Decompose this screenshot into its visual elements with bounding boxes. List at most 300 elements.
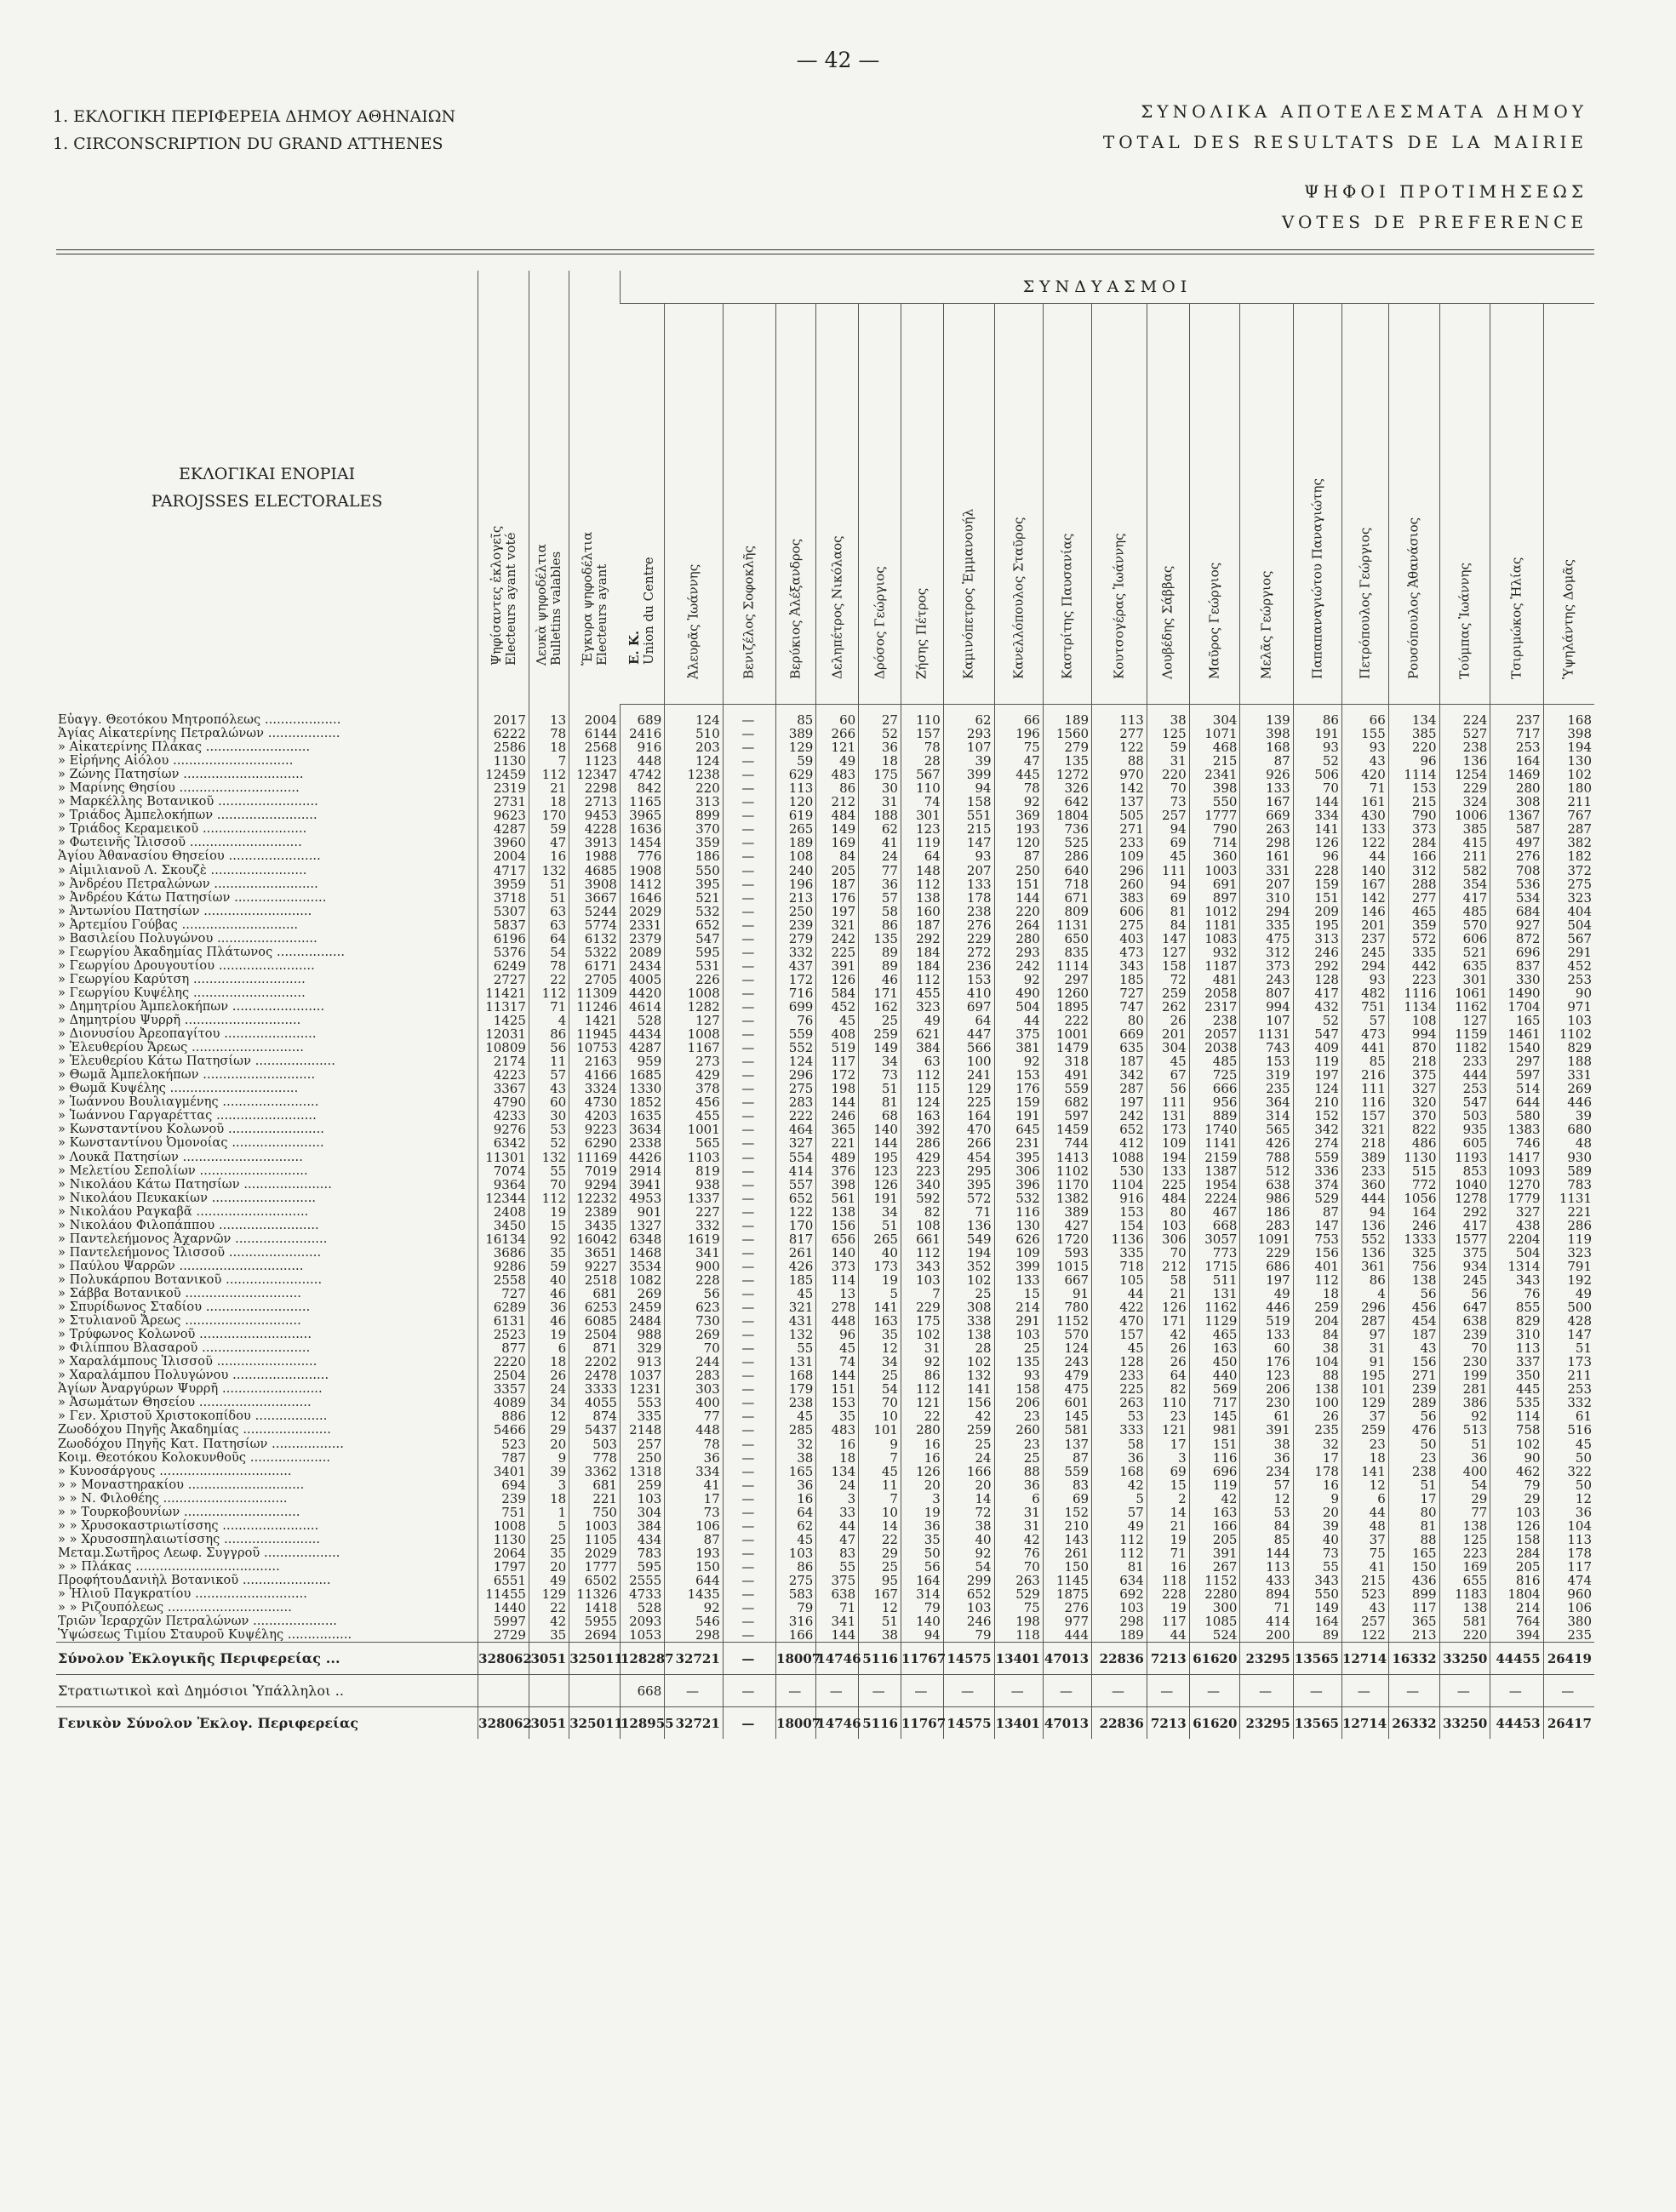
- cell-value: 3: [816, 1492, 859, 1506]
- cell-value: 475: [1043, 1382, 1091, 1396]
- cell-value: 102: [943, 1355, 994, 1369]
- cell-value: —: [1293, 1675, 1341, 1707]
- cell-value: 117: [1147, 1615, 1189, 1628]
- cell-value: 80: [1388, 1506, 1439, 1519]
- cell-value: 292: [1293, 959, 1341, 973]
- cell-value: 441: [1341, 1041, 1388, 1055]
- cell-value: 2163: [569, 1055, 621, 1068]
- cell-value: 559: [1043, 1082, 1091, 1095]
- cell-value: 121: [901, 1396, 943, 1409]
- cell-value: 372: [1543, 864, 1594, 877]
- parish-name: ΠροφήτουΔανιὴλ Βοτανικοῦ ......................: [58, 1573, 331, 1587]
- cell-value: 376: [816, 1164, 859, 1178]
- cell-value: 17: [1293, 1451, 1341, 1465]
- cell-value: —: [723, 1643, 775, 1675]
- cell-value: 816: [1490, 1574, 1543, 1587]
- cell-value: 375: [994, 1027, 1043, 1041]
- cell-value: 5376: [478, 946, 529, 959]
- column-label: Δρόσος Γεώργιος: [872, 566, 888, 679]
- cell-value: 136: [943, 1219, 994, 1232]
- cell-value: 44: [1092, 1287, 1147, 1300]
- cell-value: 465: [1189, 1328, 1240, 1341]
- cell-value: 78: [529, 959, 569, 973]
- cell-value: 580: [1490, 1109, 1543, 1123]
- cell-value: 552: [1341, 1232, 1388, 1246]
- cell-value: 239: [1439, 1328, 1490, 1341]
- cell-value: 320: [1388, 1095, 1439, 1109]
- cell-value: 129: [529, 1587, 569, 1601]
- cell-value: 306: [1147, 1232, 1189, 1246]
- parish-name: » Θωμᾶ Ἀμπελοκήπων ............................: [58, 1068, 316, 1083]
- cell-value: 5837: [478, 918, 529, 932]
- cell-value: 456: [665, 1095, 723, 1109]
- cell-value: 57: [859, 891, 901, 905]
- table-row: [56, 1601, 1594, 1615]
- cell-value: 113: [1490, 1341, 1543, 1355]
- cell-value: 2713: [569, 795, 621, 809]
- cell-value: 332: [665, 1219, 723, 1232]
- cell-value: 123: [901, 822, 943, 836]
- cell-value: 986: [1240, 1192, 1293, 1205]
- cell-value: 245: [1439, 1273, 1490, 1287]
- parish-name: » Φιλίππου Βλασαροῦ ...........................: [58, 1341, 311, 1356]
- cell-value: 1102: [1543, 1027, 1594, 1041]
- cell-value: 59: [1147, 740, 1189, 754]
- cell-value: 835: [1043, 946, 1091, 959]
- cell-value: 352: [943, 1260, 994, 1273]
- cell-value: 455: [901, 986, 943, 1000]
- cell-value: 18: [859, 754, 901, 768]
- cell-value: 187: [816, 877, 859, 891]
- cell-value: 9227: [569, 1260, 621, 1273]
- cell-value: 1130: [478, 754, 529, 768]
- cell-value: 566: [943, 1041, 994, 1055]
- cell-value: 569: [1189, 1382, 1240, 1396]
- cell-value: 61: [1240, 1409, 1293, 1423]
- cell-value: 1103: [665, 1151, 723, 1164]
- header-right-line2: TOTAL DES RESULTATS DE LA MAIRIE: [1102, 132, 1587, 152]
- cell-value: 117: [1388, 1601, 1439, 1615]
- cell-value: 959: [620, 1055, 664, 1068]
- cell-value: 123: [1240, 1369, 1293, 1382]
- cell-value: 977: [1043, 1615, 1091, 1628]
- cell-value: 88: [994, 1465, 1043, 1478]
- cell-value: 2518: [569, 1273, 621, 1287]
- cell-value: 120: [994, 836, 1043, 849]
- cell-value: 395: [943, 1178, 994, 1192]
- cell-value: 897: [1189, 891, 1240, 905]
- cell-value: 85: [776, 705, 816, 728]
- cell-value: 20: [901, 1478, 943, 1492]
- cell-value: 47: [994, 754, 1043, 768]
- cell-value: 455: [665, 1109, 723, 1123]
- cell-value: 32721: [665, 1707, 723, 1740]
- parish-name: » Αἰμιλιανοῦ Λ. Σκουζὲ ........................: [58, 863, 307, 877]
- parish-name: » Αἰκατερίνης Πλάκας ..........................: [58, 740, 311, 755]
- cell-value: 77: [859, 864, 901, 877]
- cell-value: 1105: [569, 1533, 621, 1546]
- cell-value: 38: [776, 1451, 816, 1465]
- cell-value: 394: [1490, 1628, 1543, 1643]
- cell-value: 12232: [569, 1192, 621, 1205]
- cell-value: 2004: [569, 705, 621, 728]
- cell-value: 26: [1293, 1409, 1341, 1423]
- cell-value: 235: [1240, 1082, 1293, 1095]
- cell-value: 39: [1543, 1109, 1594, 1123]
- table-row: [56, 1151, 1594, 1164]
- cell-value: 2174: [478, 1055, 529, 1068]
- cell-value: 809: [1043, 905, 1091, 918]
- cell-value: 327: [1388, 1082, 1439, 1095]
- cell-value: 3718: [478, 891, 529, 905]
- cell-value: 21: [1147, 1519, 1189, 1533]
- cell-value: 638: [1439, 1314, 1490, 1328]
- cell-value: 19: [529, 1328, 569, 1341]
- table-row: [56, 727, 1594, 740]
- cell-value: —: [723, 1314, 775, 1328]
- cell-value: 2459: [620, 1300, 664, 1314]
- parish-name: » Χαραλάμπου Πολυγώνου ........................: [58, 1369, 329, 1383]
- table-row: [56, 1506, 1594, 1519]
- cell-value: 570: [1043, 1328, 1091, 1341]
- cell-value: 426: [1240, 1136, 1293, 1150]
- cell-value: 400: [665, 1396, 723, 1409]
- cell-value: 635: [1092, 1041, 1147, 1055]
- cell-value: 166: [1388, 849, 1439, 863]
- table-row: [56, 849, 1594, 863]
- cell-value: 994: [1240, 1000, 1293, 1014]
- cell-value: 193: [665, 1546, 723, 1560]
- cell-value: 238: [1189, 1014, 1240, 1027]
- cell-value: 621: [901, 1027, 943, 1041]
- cell-value: 233: [1439, 1055, 1490, 1068]
- cell-value: 121: [1147, 1423, 1189, 1437]
- cell-value: 45: [1147, 1055, 1189, 1068]
- cell-value: 233: [1092, 1369, 1147, 1382]
- cell-value: 2478: [569, 1369, 621, 1382]
- cell-value: 218: [1388, 1055, 1439, 1068]
- cell-value: 199: [1439, 1369, 1490, 1382]
- cell-value: 70: [1147, 781, 1189, 795]
- table-row: [56, 1615, 1594, 1628]
- cell-value: 170: [776, 1219, 816, 1232]
- cell-value: 2220: [478, 1355, 529, 1369]
- col-header: [1439, 304, 1490, 705]
- cell-value: 53: [529, 1123, 569, 1136]
- cell-value: 1162: [1439, 1000, 1490, 1014]
- cell-value: 375: [816, 1574, 859, 1587]
- cell-value: 1008: [665, 1027, 723, 1041]
- cell-value: 81: [1388, 1519, 1439, 1533]
- cell-value: 26: [529, 1369, 569, 1382]
- cell-value: 93: [1341, 973, 1388, 986]
- col-header: [569, 271, 621, 705]
- cell-value: 572: [1388, 932, 1439, 946]
- cell-value: 326: [1043, 781, 1091, 795]
- cell-value: 629: [776, 768, 816, 781]
- cell-value: 43: [1388, 1341, 1439, 1355]
- cell-value: 403: [1092, 932, 1147, 946]
- cell-value: 322: [1543, 1465, 1594, 1478]
- cell-value: 587: [1490, 822, 1543, 836]
- cell-value: —: [723, 891, 775, 905]
- cell-value: 474: [1543, 1574, 1594, 1587]
- cell-value: —: [723, 946, 775, 959]
- cell-value: 76: [994, 1546, 1043, 1560]
- cell-value: 103: [776, 1546, 816, 1560]
- cell-value: 389: [1043, 1205, 1091, 1219]
- cell-value: 1193: [1439, 1151, 1490, 1164]
- cell-value: 130: [1543, 754, 1594, 768]
- parish-name: Τριῶν Ἱεραρχῶν Πετραλώνων .....................: [58, 1615, 338, 1629]
- cell-value: 166: [943, 1465, 994, 1478]
- cell-value: 550: [1189, 795, 1240, 809]
- cell-value: 524: [1189, 1628, 1240, 1643]
- cell-value: 60: [1240, 1341, 1293, 1355]
- cell-value: 938: [665, 1178, 723, 1192]
- cell-value: —: [776, 1675, 816, 1707]
- cell-value: 204: [1293, 1314, 1341, 1328]
- cell-value: 638: [1240, 1178, 1293, 1192]
- cell-value: 324: [1439, 795, 1490, 809]
- cell-value: 18: [816, 1451, 859, 1465]
- cell-value: 790: [1189, 822, 1240, 836]
- cell-value: 312: [1240, 946, 1293, 959]
- cell-value: 31: [994, 1506, 1043, 1519]
- cell-value: 114: [1490, 1409, 1543, 1423]
- cell-value: 365: [816, 1123, 859, 1136]
- cell-value: 2568: [569, 740, 621, 754]
- cell-value: 1367: [1490, 809, 1543, 822]
- cell-value: 7019: [569, 1164, 621, 1178]
- cell-value: 19: [901, 1506, 943, 1519]
- cell-value: 456: [1388, 1300, 1439, 1314]
- cell-value: 139: [1240, 705, 1293, 728]
- cell-value: 103: [620, 1492, 664, 1506]
- cell-value: 960: [1543, 1587, 1594, 1601]
- column-label: Βενιζέλος Σοφοκλῆς: [741, 546, 757, 679]
- cell-value: 52: [859, 727, 901, 740]
- table-row: [56, 1192, 1594, 1205]
- cell-value: 12: [1341, 1478, 1388, 1492]
- cell-value: 92: [994, 973, 1043, 986]
- cell-value: 360: [1341, 1178, 1388, 1192]
- cell-value: 934: [1439, 1260, 1490, 1273]
- col-header: [901, 304, 943, 705]
- cell-value: 188: [1543, 1055, 1594, 1068]
- cell-value: 176: [1240, 1355, 1293, 1369]
- cell-value: 549: [943, 1232, 994, 1246]
- cell-value: 135: [994, 1355, 1043, 1369]
- cell-value: 935: [1439, 1123, 1490, 1136]
- cell-value: 144: [1240, 1546, 1293, 1560]
- cell-value: 2727: [478, 973, 529, 986]
- cell-value: 59: [529, 1260, 569, 1273]
- cell-value: 228: [665, 1273, 723, 1287]
- cell-value: 233: [1092, 836, 1147, 849]
- cell-value: —: [723, 1478, 775, 1492]
- cell-value: —: [723, 836, 775, 849]
- cell-value: 12714: [1341, 1707, 1388, 1740]
- cell-value: 102: [943, 1273, 994, 1287]
- cell-value: —: [723, 1587, 775, 1601]
- cell-value: 11421: [478, 986, 529, 1000]
- column-label: Λευκὰ ψηφοδέλτια: [534, 543, 550, 666]
- cell-value: 20: [529, 1560, 569, 1574]
- cell-value: 213: [1388, 1628, 1439, 1643]
- cell-value: 131: [1147, 1109, 1189, 1123]
- cell-value: 325011: [569, 1707, 621, 1740]
- cell-value: —: [723, 1675, 775, 1707]
- cell-value: 304: [1189, 705, 1240, 728]
- cell-value: 36: [776, 1478, 816, 1492]
- cell-value: 259: [859, 1027, 901, 1041]
- cell-value: 159: [994, 1095, 1043, 1109]
- cell-value: 3357: [478, 1382, 529, 1396]
- cell-value: 335: [620, 1409, 664, 1423]
- cell-value: 265: [776, 822, 816, 836]
- cell-value: 126: [1147, 1300, 1189, 1314]
- cell-value: 684: [1490, 905, 1543, 918]
- cell-value: 1908: [620, 864, 664, 877]
- cell-value: 52: [1293, 754, 1341, 768]
- cell-value: 192: [1543, 1273, 1594, 1287]
- column-label: Ρουσόπουλος Ἀθανάσιος: [1405, 517, 1421, 679]
- cell-value: —: [723, 1369, 775, 1382]
- cell-value: 215: [1388, 795, 1439, 809]
- cell-value: 172: [776, 973, 816, 986]
- cell-value: 644: [1490, 1095, 1543, 1109]
- cell-value: 13401: [994, 1643, 1043, 1675]
- cell-value: 4426: [620, 1151, 664, 1164]
- cell-value: 2280: [1189, 1587, 1240, 1601]
- cell-value: 138: [816, 1205, 859, 1219]
- cell-value: 278: [816, 1300, 859, 1314]
- cell-value: 730: [665, 1314, 723, 1328]
- cell-value: 126: [859, 1178, 901, 1192]
- cell-value: 1461: [1490, 1027, 1543, 1041]
- cell-value: 246: [1293, 946, 1341, 959]
- cell-value: 39: [943, 754, 994, 768]
- table-row: [56, 1437, 1594, 1450]
- cell-value: 45: [1092, 1341, 1147, 1355]
- cell-value: 787: [478, 1451, 529, 1465]
- cell-value: —: [723, 1219, 775, 1232]
- cell-value: 47013: [1043, 1643, 1091, 1675]
- cell-value: 244: [665, 1355, 723, 1369]
- cell-value: [478, 1675, 529, 1707]
- cell-value: 635: [1439, 959, 1490, 973]
- cell-value: 956: [1189, 1095, 1240, 1109]
- parish-name: » » Ριζουπόλεως ...............................: [58, 1601, 292, 1615]
- cell-value: 6085: [569, 1314, 621, 1328]
- cell-value: 153: [1240, 1055, 1293, 1068]
- cell-value: 5307: [478, 905, 529, 918]
- cell-value: 144: [994, 891, 1043, 905]
- cell-value: 328062: [478, 1707, 529, 1740]
- cell-value: 2408: [478, 1205, 529, 1219]
- cell-value: 134: [1388, 705, 1439, 728]
- cell-value: 76: [1490, 1287, 1543, 1300]
- parish-name: » Πολυκάρπου Βοτανικοῦ ........................: [58, 1272, 323, 1287]
- cell-value: 78: [901, 740, 943, 754]
- cell-value: 530: [1092, 1164, 1147, 1178]
- parish-name: » Δημητρίου Ἀμπελοκήπων .......................: [58, 1000, 325, 1014]
- cell-value: 5466: [478, 1423, 529, 1437]
- cell-value: 382: [1543, 836, 1594, 849]
- cell-value: 125: [1147, 727, 1189, 740]
- cell-value: 988: [620, 1328, 664, 1341]
- col-header: [1092, 304, 1147, 705]
- cell-value: 716: [776, 986, 816, 1000]
- cell-value: 45: [776, 1533, 816, 1546]
- cell-value: 189: [1043, 705, 1091, 728]
- cell-value: 645: [994, 1123, 1043, 1136]
- cell-value: —: [1147, 1675, 1189, 1707]
- cell-value: 318: [1043, 1055, 1091, 1068]
- cell-value: 124: [665, 705, 723, 728]
- cell-value: 133: [1341, 822, 1388, 836]
- cell-value: 216: [1341, 1068, 1388, 1082]
- cell-value: 133: [994, 1273, 1043, 1287]
- total-row: [56, 1707, 1594, 1740]
- cell-value: 519: [816, 1041, 859, 1055]
- cell-value: 36: [994, 1478, 1043, 1492]
- cell-value: 354: [1439, 877, 1490, 891]
- cell-value: 321: [776, 1300, 816, 1314]
- cell-value: 1182: [1439, 1041, 1490, 1055]
- cell-value: 23: [1341, 1437, 1388, 1450]
- cell-value: 27: [859, 705, 901, 728]
- cell-value: 2558: [478, 1273, 529, 1287]
- cell-value: 145: [1043, 1409, 1091, 1423]
- table-row: [56, 1164, 1594, 1178]
- cell-value: 140: [859, 1123, 901, 1136]
- cell-value: 196: [776, 877, 816, 891]
- parish-name: Ὑψώσεως Τιμίου Σταυροῦ Κυψέλης ................: [58, 1628, 352, 1643]
- cell-value: 215: [943, 822, 994, 836]
- cell-value: 298: [665, 1628, 723, 1643]
- cell-value: 341: [665, 1246, 723, 1260]
- cell-value: 7: [529, 754, 569, 768]
- cell-value: 343: [1490, 1273, 1543, 1287]
- cell-value: 16: [901, 1437, 943, 1450]
- cell-value: 163: [1189, 1341, 1240, 1355]
- cell-value: 744: [1043, 1136, 1091, 1150]
- cell-value: 46: [529, 1314, 569, 1328]
- cell-value: 34: [859, 1055, 901, 1068]
- cell-value: 623: [665, 1300, 723, 1314]
- cell-value: 124: [901, 1095, 943, 1109]
- cell-value: 5244: [569, 905, 621, 918]
- cell-value: 47: [529, 836, 569, 849]
- cell-value: 32721: [665, 1643, 723, 1675]
- cell-value: —: [723, 1628, 775, 1643]
- cell-value: 5322: [569, 946, 621, 959]
- cell-value: 1777: [569, 1560, 621, 1574]
- cell-value: 49: [1543, 1287, 1594, 1300]
- cell-value: 61620: [1189, 1643, 1240, 1675]
- cell-value: —: [723, 1519, 775, 1533]
- cell-value: 73: [1147, 795, 1189, 809]
- cell-value: 559: [1293, 1151, 1341, 1164]
- cell-value: 104: [1293, 1355, 1341, 1369]
- cell-value: 652: [776, 1192, 816, 1205]
- parish-name: » Γεωργίου Ἀκαδημίας Πλάτωνος .................: [58, 945, 346, 959]
- cell-value: 3057: [1189, 1232, 1240, 1246]
- cell-value: 164: [1490, 754, 1543, 768]
- col-header: [816, 304, 859, 705]
